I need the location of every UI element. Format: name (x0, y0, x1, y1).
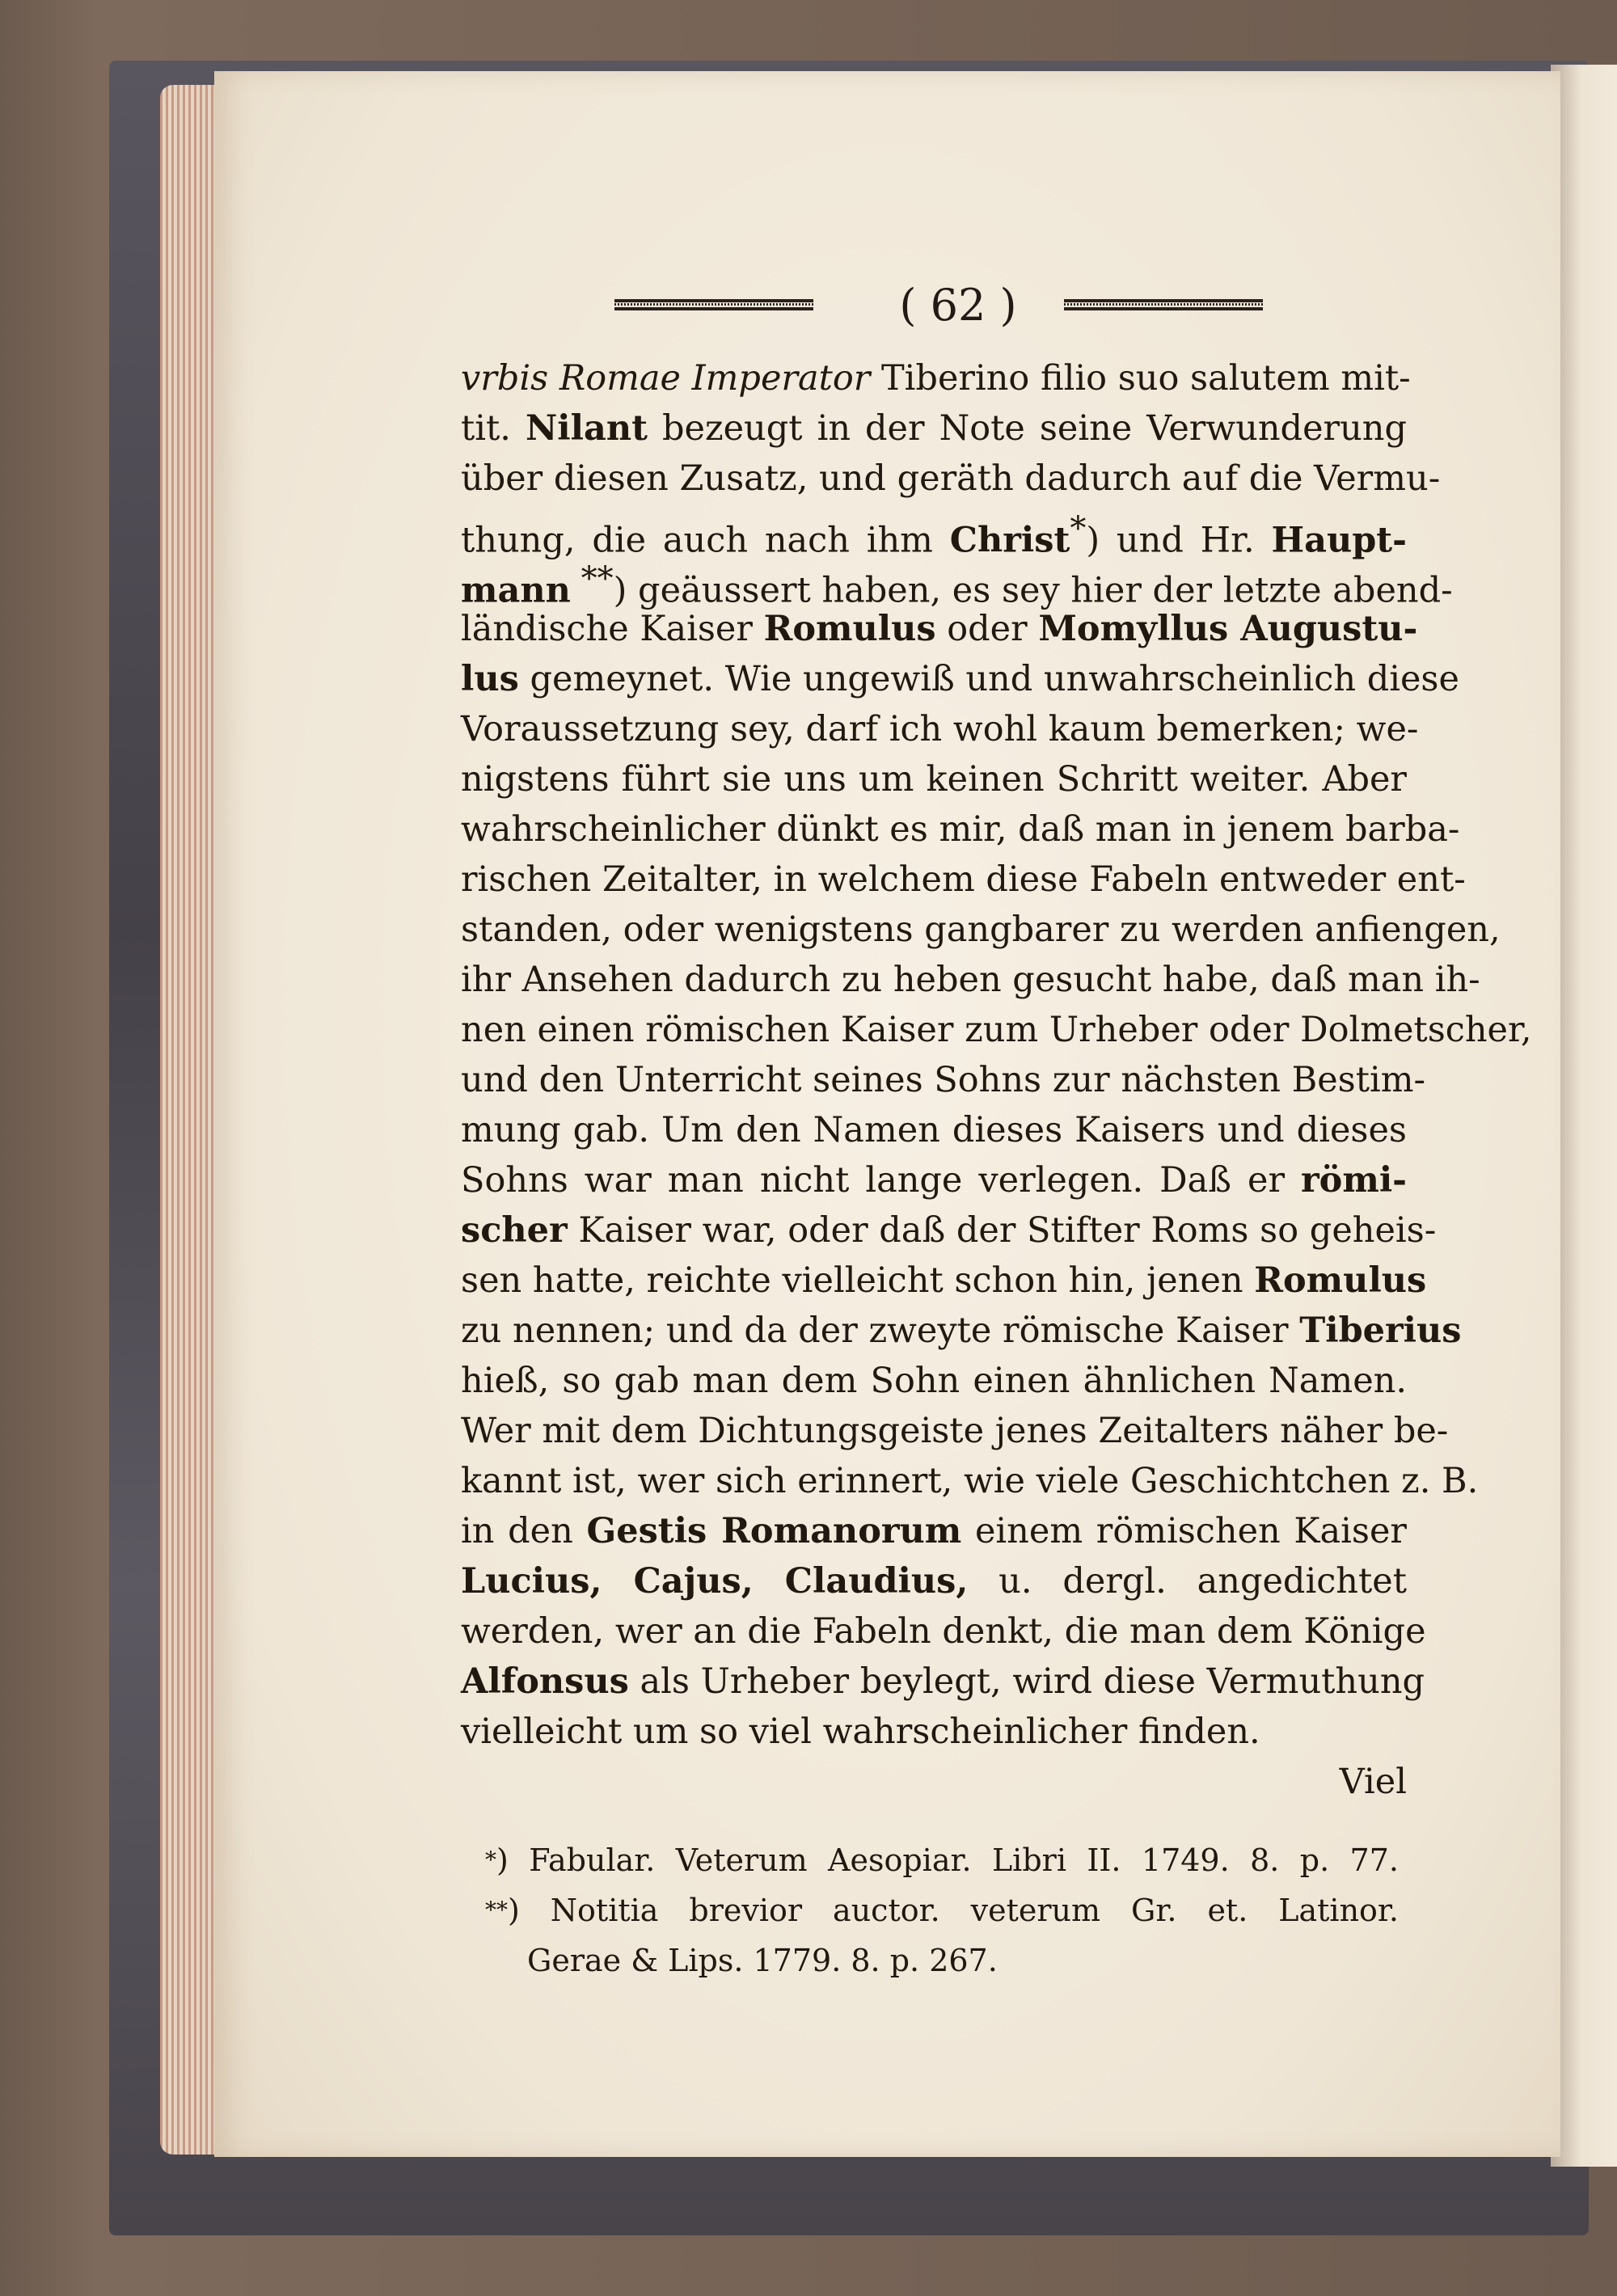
header-rule-right (1064, 299, 1263, 310)
text-line-7: lus gemeynet. Wie ungewiß und unwahrscheinlich diese (461, 659, 1459, 699)
catchword: Viel (1339, 1762, 1407, 1802)
text-line-16: mung gab. Um den Namen dieses Kaisers und dieses (461, 1110, 1407, 1150)
text-line-12: standen, oder wenigstens gangbarer zu werden anfiengen, (461, 910, 1501, 950)
text-line-27: Alfonsus als Urheber beylegt, wird diese Vermuthung (461, 1661, 1425, 1702)
text-line-1: vrbis Romae Imperator Tiberino filio suo salutem mit- (461, 358, 1411, 399)
text-line-22: Wer mit dem Dichtungsgeiste jenes Zeitalters näher be- (461, 1411, 1449, 1451)
text-line-17: Sohns war man nicht lange verlegen. Daß er römi- (461, 1160, 1407, 1201)
text-line-24: in den Gestis Romanorum einem römischen Kaiser (461, 1511, 1407, 1551)
footnote-1: *) Fabular. Veterum Aesopiar. Libri II. 1749. 8. p. 77. (485, 1842, 1399, 1878)
text-line-20: zu nennen; und da der zweyte römische Kaiser Tiberius (461, 1310, 1462, 1351)
text-line-8: Voraussetzung sey, darf ich wohl kaum bemerken; we- (461, 709, 1419, 749)
body-text (461, 353, 1532, 1807)
text-line-18: scher Kaiser war, oder daß der Stifter Roms so geheis- (461, 1210, 1437, 1251)
text-line-6: ländische Kaiser Romulus oder Momyllus Augustu- (461, 609, 1418, 649)
text-line-2: tit. Nilant bezeugt in der Note seine Verwunderung (461, 408, 1407, 449)
text-line-21: hieß, so gab man dem Sohn einen ähnlichen Namen. (461, 1361, 1407, 1401)
page-number: ( 62 ) (899, 280, 1017, 331)
facing-page-edge (1551, 65, 1617, 2167)
text-line-25: Lucius, Cajus, Claudius, u. dergl. angedichtet (461, 1561, 1407, 1602)
text-line-28: vielleicht um so viel wahrscheinlicher finden. (461, 1711, 1260, 1752)
text-line-15: und den Unterricht seines Sohns zur nächsten Bestim- (461, 1060, 1426, 1100)
text-line-23: kannt ist, wer sich erinnert, wie viele Geschichtchen z. B. (461, 1461, 1479, 1501)
text-line-10: wahrscheinlicher dünkt es mir, daß man in jenem barba- (461, 809, 1460, 850)
text-line-11: rischen Zeitalter, in welchem diese Fabeln entweder ent- (461, 859, 1466, 900)
text-line-5: mann **) geäussert haben, es sey hier der letzte abend- (461, 560, 1453, 611)
footnote-2: **) Notitia brevior auctor. veterum Gr. et. Latinor. (485, 1893, 1399, 1928)
footnotes (485, 1835, 1399, 1986)
text-line-14: nen einen römischen Kaiser zum Urheber oder Dolmetscher, (461, 1010, 1532, 1050)
page-header (614, 273, 1342, 338)
text-line-4: thung, die auch nach ihm Christ*) und Hr. Haupt- (461, 510, 1407, 561)
footnote-2-continued: Gerae & Lips. 1779. 8. p. 267. (527, 1943, 998, 1978)
text-line-19: sen hatte, reichte vielleicht schon hin, jenen Romulus (461, 1260, 1427, 1301)
text-line-9: nigstens führt sie uns um keinen Schritt weiter. Aber (461, 759, 1407, 800)
text-line-26: werden, wer an die Fabeln denkt, die man dem Könige (461, 1611, 1426, 1652)
text-line-13: ihr Ansehen dadurch zu heben gesucht habe, daß man ih- (461, 960, 1480, 1000)
text-line-3: über diesen Zusatz, und geräth dadurch auf die Vermu- (461, 458, 1441, 499)
header-rule-left (614, 299, 813, 310)
